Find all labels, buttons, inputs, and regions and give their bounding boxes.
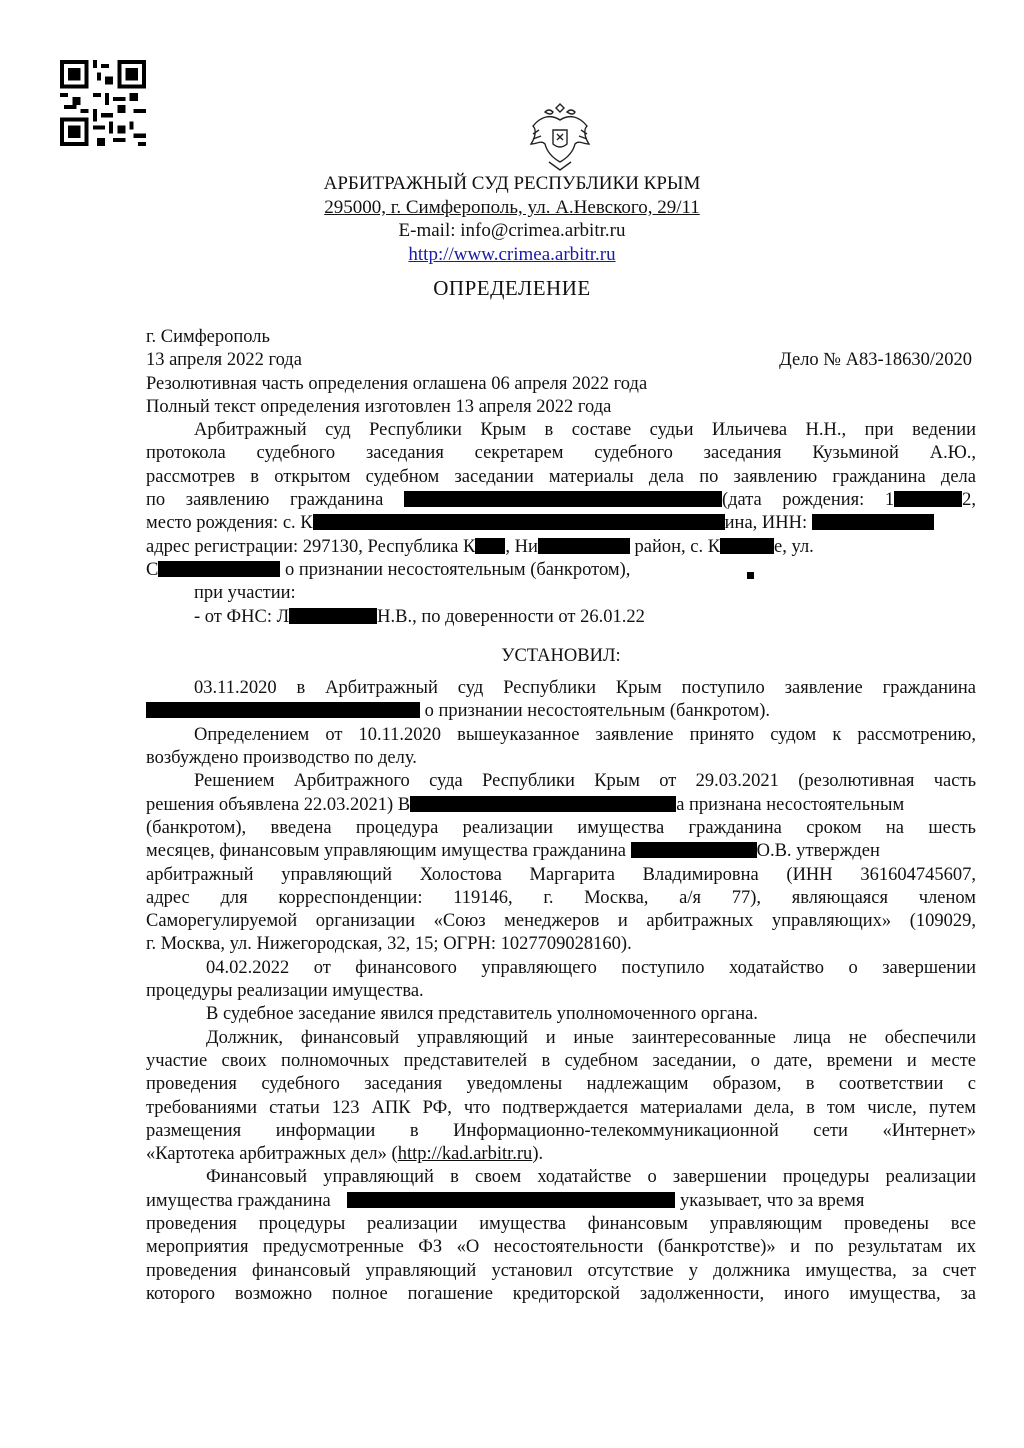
fulltext-date: Полный текст определения изготовлен 13 апреля 2022 года <box>146 396 612 417</box>
paragraph-text: месяцев, финансовым управляющим имущества гражданина <box>146 841 626 862</box>
paragraph-line: процедуры реализации имущества. <box>146 981 424 1002</box>
intro-line <box>146 536 976 559</box>
paragraph-line: Решением Арбитражного суда Республики Крым от 29.03.2021 (резолютивная часть <box>194 771 976 792</box>
section-heading: УСТАНОВИЛ: <box>501 645 621 666</box>
paragraph-text: О.В. утвержден <box>756 841 880 862</box>
paragraph-line: Должник, финансовый управляющий и иные заинтересованные лица не обеспечили <box>206 1027 976 1048</box>
intro-line <box>146 489 976 512</box>
redaction <box>812 514 934 530</box>
court-address: 295000, г. Симферополь, ул. А.Невского, 29/11 <box>324 197 700 218</box>
paragraph-line: проведения финансовый управляющий установил отсутствие у должника имущества, за счет <box>146 1260 976 1281</box>
intro-line: Арбитражный суд Республики Крым в составе судьи Ильичева Н.Н., при ведении <box>194 420 976 441</box>
intro-text: (дата рождения: 1 <box>721 490 895 511</box>
paragraph-line <box>146 1190 976 1213</box>
court-website-link[interactable]: http://www.crimea.arbitr.ru <box>408 244 616 265</box>
intro-text: е, ул. <box>774 536 814 557</box>
intro-text: место рождения: с. К <box>146 513 313 534</box>
redaction <box>538 538 630 554</box>
redaction <box>747 572 754 579</box>
document-date: 13 апреля 2022 года <box>146 350 302 371</box>
city: г. Симферополь <box>146 327 270 347</box>
paragraph-line: возбуждено производство по делу. <box>146 748 417 769</box>
intro-line <box>146 512 976 535</box>
intro-text: адрес регистрации: 297130, Республика К <box>146 536 476 557</box>
intro-text: 2, <box>962 490 976 511</box>
case-number: Дело № А83-18630/2020 <box>779 350 972 371</box>
paragraph-text: ). <box>532 1144 544 1165</box>
paragraph-line: проведения судебного заседания уведомлены надлежащим образом, в соответствии с <box>146 1074 976 1095</box>
intro-line <box>146 559 976 582</box>
paragraph-line: Определением от 10.11.2020 вышеуказанное заявление принято судом к рассмотрению, <box>194 724 976 745</box>
coat-of-arms-icon <box>523 100 597 174</box>
intro-line: рассмотрев в открытом судебном заседании материалы дела по заявлению гражданина дела <box>146 466 976 487</box>
intro-text: С <box>146 559 159 580</box>
paragraph-text: решения объявлена 22.03.2021) В <box>146 794 411 815</box>
paragraph-line: требованиями статьи 123 АПК РФ, что подтверждается материалами дела, в том числе, путем <box>146 1097 976 1118</box>
intro-text: ина, ИНН: <box>724 513 808 534</box>
redaction <box>631 842 757 858</box>
paragraph-text: о признании несостоятельным (банкротом). <box>424 701 771 722</box>
redaction <box>158 561 280 577</box>
paragraph-line: 04.02.2022 от финансового управляющего поступило ходатайство о завершении <box>206 957 976 978</box>
paragraph-line: Финансовый управляющий в своем ходатайстве о завершении процедуры реализации <box>206 1167 976 1188</box>
intro-line: протокола судебного заседания секретарем судебного заседания Кузьминой А.Ю., <box>146 443 976 464</box>
paragraph-line <box>146 700 976 723</box>
paragraph-line <box>146 1143 976 1166</box>
intro-text: о признании несостоятельным (банкротом), <box>284 559 631 580</box>
intro-text: Н.В., по доверенности от 26.01.22 <box>377 606 645 627</box>
intro-text: по заявлению гражданина <box>146 490 384 511</box>
resolution-date: Резолютивная часть определения оглашена 06 апреля 2022 года <box>146 373 648 394</box>
paragraph-line: (банкротом), введена процедура реализации имущества гражданина сроком на шесть <box>146 817 976 838</box>
paragraph-text: «Картотека арбитражных дел» ( <box>146 1144 398 1165</box>
paragraph-line: арбитражный управляющий Холостова Маргарита Владимировна (ИНН 361604745607, <box>146 864 976 885</box>
participation: при участии: <box>194 583 296 604</box>
redaction <box>410 796 676 812</box>
paragraph-line: участие своих полномочных представителей в судебном заседании, о дате, времени и месте <box>146 1050 976 1071</box>
intro-text: , Ни <box>505 536 538 557</box>
document-body <box>146 326 976 1306</box>
redaction <box>475 538 505 554</box>
redaction <box>347 1192 675 1208</box>
paragraph-line: г. Москва, ул. Нижегородская, 32, 15; ОГРН: 1027709028160). <box>146 934 632 955</box>
redaction <box>289 608 377 624</box>
redaction <box>313 514 725 530</box>
paragraph-line: размещения информации в Информационно-телекоммуникационной сети «Интернет» <box>146 1120 976 1141</box>
paragraph-text: имущества гражданина <box>146 1190 331 1211</box>
fns-representative <box>146 606 976 629</box>
paragraph-line <box>146 794 976 817</box>
intro-text: район, с. К <box>634 536 721 557</box>
paragraph-line: адрес для корреспонденции: 119146, г. Москва, а/я 77), являющаяся членом <box>146 887 976 908</box>
court-email: E-mail: info@crimea.arbitr.ru <box>398 220 626 241</box>
paragraph-line: мероприятия предусмотренные ФЗ «О несостоятельности (банкротстве)» и по результатам их <box>146 1237 976 1258</box>
qr-code-icon <box>60 60 146 146</box>
paragraph-text: а признана несостоятельным <box>676 794 905 815</box>
kad-link[interactable]: http://kad.arbitr.ru <box>397 1144 533 1165</box>
court-name: АРБИТРАЖНЫЙ СУД РЕСПУБЛИКИ КРЫМ <box>323 173 701 194</box>
redaction <box>146 702 420 718</box>
paragraph-text: указывает, что за время <box>680 1190 865 1211</box>
paragraph-line: которого возможно полное погашение кредиторской задолженности, иного имущества, за <box>146 1283 976 1304</box>
paragraph-line <box>146 840 976 863</box>
paragraph-line: В судебное заседание явился представитель уполномоченного органа. <box>206 1004 758 1025</box>
intro-text: - от ФНС: Л <box>194 606 290 627</box>
paragraph-line: проведения процедуры реализации имущества финансовым управляющим проведены все <box>146 1213 976 1234</box>
redaction <box>404 491 722 507</box>
redaction <box>720 538 774 554</box>
paragraph-line: 03.11.2020 в Арбитражный суд Республики Крым поступило заявление гражданина <box>194 678 976 699</box>
paragraph-line: Саморегулируемой организации «Союз менеджеров и арбитражных управляющих» (109029, <box>146 911 976 932</box>
document-title: ОПРЕДЕЛЕНИЕ <box>433 276 591 300</box>
redaction <box>894 491 962 507</box>
